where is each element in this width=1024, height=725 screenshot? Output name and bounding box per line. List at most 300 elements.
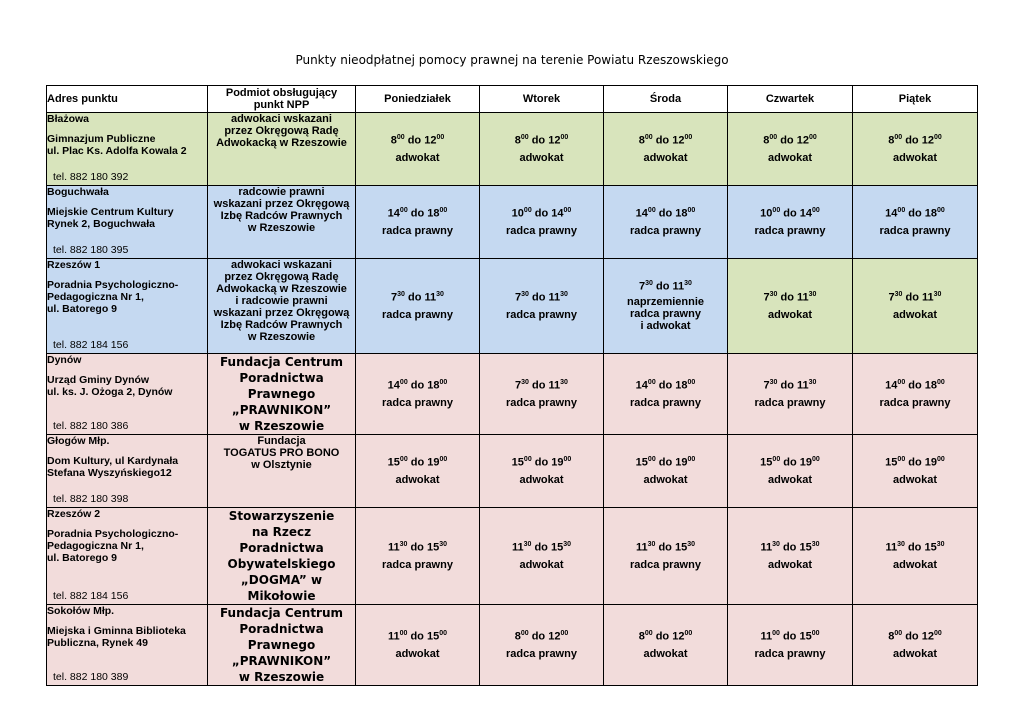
time-range bbox=[853, 630, 977, 643]
specialist-label: radca prawny bbox=[630, 225, 701, 238]
end-hour: 15 bbox=[550, 541, 564, 554]
time-separator: do bbox=[904, 541, 925, 554]
start-hour: 11 bbox=[760, 630, 773, 643]
end-hour: 18 bbox=[924, 379, 938, 392]
day-cell bbox=[356, 354, 480, 435]
time-range bbox=[728, 379, 852, 392]
end-hour: 11 bbox=[797, 379, 809, 392]
day-cell bbox=[356, 259, 480, 354]
start-minute: 30 bbox=[647, 540, 656, 548]
time-range bbox=[480, 379, 603, 392]
start-minute: 30 bbox=[894, 290, 903, 298]
specialist-label: radca prawny bbox=[506, 309, 577, 322]
time-range bbox=[604, 456, 727, 469]
end-hour: 15 bbox=[799, 630, 812, 643]
start-hour: 7 bbox=[515, 291, 522, 304]
start-hour: 8 bbox=[514, 630, 521, 643]
start-minute: 00 bbox=[644, 133, 653, 141]
time-range bbox=[480, 134, 603, 147]
end-minute: 00 bbox=[439, 206, 448, 214]
specialist-label: adwokat bbox=[519, 152, 564, 165]
phone-number: tel. 882 180 386 bbox=[53, 420, 129, 432]
day-cell bbox=[728, 186, 853, 259]
provider-line: wskazani przez Okręgową bbox=[213, 307, 350, 319]
specialist-label: radca prawny bbox=[382, 559, 453, 572]
time-range bbox=[604, 207, 727, 220]
day-cell bbox=[480, 605, 604, 686]
table-row bbox=[47, 259, 978, 354]
day-cell bbox=[853, 113, 978, 186]
provider-line: adwokaci wskazani bbox=[231, 259, 332, 271]
specialist-label: radca prawny bbox=[879, 397, 951, 410]
start-hour: 8 bbox=[888, 630, 895, 643]
end-minute: 00 bbox=[439, 378, 448, 386]
specialist-label: radca prawny bbox=[630, 559, 701, 572]
time-range bbox=[853, 291, 977, 304]
day-cell bbox=[604, 186, 728, 259]
start-minute: 00 bbox=[647, 378, 656, 386]
start-minute: 00 bbox=[772, 629, 780, 637]
day-cell bbox=[853, 435, 978, 508]
specialist-label: adwokat bbox=[395, 648, 440, 661]
time-separator: do bbox=[655, 456, 676, 469]
time-separator: do bbox=[407, 456, 428, 469]
header-address: Adres punktu bbox=[47, 86, 208, 113]
provider-line: Adwokacką w Rzeszowie bbox=[216, 137, 347, 149]
table-row bbox=[47, 113, 978, 186]
provider-line: w Rzeszowie bbox=[238, 419, 325, 433]
phone-number: tel. 882 180 392 bbox=[53, 171, 129, 183]
start-hour: 15 bbox=[885, 456, 898, 469]
address-line: Miejskie Centrum Kultury bbox=[47, 206, 174, 218]
time-range bbox=[853, 456, 977, 469]
start-hour: 11 bbox=[387, 541, 400, 554]
end-hour: 18 bbox=[427, 207, 440, 220]
end-hour: 11 bbox=[424, 291, 437, 304]
specialist-label: adwokat bbox=[892, 648, 937, 661]
start-minute: 30 bbox=[399, 540, 408, 548]
provider-line: wskazani przez Okręgową bbox=[213, 198, 350, 210]
day-cell bbox=[480, 354, 604, 435]
time-separator: do bbox=[655, 207, 676, 220]
provider-line: w Olsztynie bbox=[251, 459, 312, 471]
start-minute: 30 bbox=[769, 290, 778, 298]
start-hour: 7 bbox=[763, 291, 770, 304]
day-cell bbox=[728, 605, 853, 686]
end-minute: 30 bbox=[439, 540, 448, 548]
start-hour: 8 bbox=[514, 134, 521, 147]
start-hour: 7 bbox=[391, 291, 398, 304]
address-cell bbox=[47, 508, 208, 605]
provider-line: przez Okręgową Radę bbox=[224, 271, 339, 283]
specialist-label: i adwokat bbox=[640, 320, 691, 333]
provider-line: przez Okręgową Radę bbox=[224, 125, 339, 137]
address-line: ul. Batorego 9 bbox=[47, 552, 118, 564]
start-minute: 30 bbox=[521, 378, 529, 386]
time-range bbox=[356, 291, 479, 304]
provider-cell bbox=[208, 435, 356, 508]
address-line: Poradnia Psychologiczno- bbox=[47, 279, 179, 291]
point-name: Sokołów Młp. bbox=[47, 605, 115, 617]
provider-line: Fundacja Centrum bbox=[219, 355, 344, 369]
specialist-label: naprzemiennie bbox=[626, 296, 705, 309]
end-minute: 30 bbox=[436, 290, 444, 298]
start-hour: 14 bbox=[387, 379, 400, 392]
time-range bbox=[356, 134, 479, 147]
specialist-label: adwokat bbox=[643, 474, 688, 487]
end-hour: 11 bbox=[922, 291, 934, 304]
address-cell bbox=[47, 354, 208, 435]
start-minute: 30 bbox=[523, 540, 532, 548]
time-separator: do bbox=[407, 630, 427, 643]
end-hour: 11 bbox=[548, 291, 561, 304]
start-hour: 7 bbox=[888, 291, 895, 304]
day-cell bbox=[356, 186, 480, 259]
point-name: Rzeszów 1 bbox=[47, 259, 101, 271]
specialist-label: adwokat bbox=[519, 559, 564, 572]
phone-number: tel. 882 184 156 bbox=[53, 339, 129, 351]
address-line: ul. ks. J. Ożoga 2, Dynów bbox=[47, 386, 173, 398]
start-minute: 00 bbox=[644, 629, 653, 637]
time-range bbox=[604, 280, 727, 293]
end-minute: 00 bbox=[563, 206, 572, 214]
start-hour: 7 bbox=[763, 379, 770, 392]
specialist-label: radca prawny bbox=[754, 397, 826, 410]
start-hour: 11 bbox=[885, 541, 898, 554]
end-hour: 18 bbox=[675, 207, 688, 220]
address-cell bbox=[47, 113, 208, 186]
day-cell bbox=[853, 259, 978, 354]
end-minute: 00 bbox=[560, 629, 569, 637]
start-minute: 00 bbox=[399, 455, 408, 463]
address-line: Stefana Wyszyńskiego12 bbox=[47, 467, 172, 479]
point-name: Głogów Młp. bbox=[47, 435, 110, 447]
end-minute: 00 bbox=[439, 629, 448, 637]
start-minute: 00 bbox=[897, 455, 906, 463]
day-cell bbox=[604, 113, 728, 186]
time-separator: do bbox=[528, 379, 549, 392]
time-separator: do bbox=[404, 134, 425, 147]
address-cell bbox=[47, 259, 208, 354]
start-hour: 11 bbox=[635, 541, 648, 554]
start-hour: 8 bbox=[638, 630, 645, 643]
time-separator: do bbox=[655, 379, 676, 392]
time-separator: do bbox=[528, 630, 549, 643]
end-minute: 00 bbox=[933, 629, 942, 637]
time-range bbox=[480, 630, 603, 643]
time-range bbox=[728, 134, 852, 147]
day-cell bbox=[728, 435, 853, 508]
time-separator: do bbox=[531, 456, 552, 469]
time-range bbox=[480, 541, 603, 554]
address-cell bbox=[47, 435, 208, 508]
end-hour: 12 bbox=[921, 134, 934, 147]
time-separator: do bbox=[531, 207, 552, 220]
header-day-wednesday: Środa bbox=[604, 86, 728, 113]
time-separator: do bbox=[905, 207, 925, 220]
address-line: Urząd Gminy Dynów bbox=[47, 374, 150, 386]
time-separator: do bbox=[528, 134, 549, 147]
address-line: ul. Batorego 9 bbox=[47, 303, 118, 315]
provider-line: Poradnictwa Prawnego bbox=[239, 371, 324, 401]
time-separator: do bbox=[905, 456, 925, 469]
provider-line: Poradnictwa Prawnego bbox=[239, 622, 324, 652]
start-hour: 14 bbox=[635, 379, 648, 392]
time-range bbox=[480, 291, 603, 304]
start-hour: 8 bbox=[638, 134, 645, 147]
point-name: Błażowa bbox=[47, 113, 90, 125]
time-range bbox=[728, 541, 852, 554]
provider-line: Stowarzyszenie bbox=[228, 509, 335, 523]
end-minute: 00 bbox=[937, 206, 945, 214]
address-line: Pedagogiczna Nr 1, bbox=[47, 540, 144, 552]
specialist-label: adwokat bbox=[892, 309, 937, 322]
specialist-label: adwokat bbox=[395, 474, 440, 487]
table-row bbox=[47, 186, 978, 259]
time-separator: do bbox=[777, 379, 798, 392]
time-range bbox=[853, 541, 977, 554]
start-hour: 15 bbox=[387, 456, 400, 469]
day-cell bbox=[604, 354, 728, 435]
provider-cell bbox=[208, 508, 356, 605]
time-range bbox=[356, 541, 479, 554]
address-line: Gimnazjum Publiczne bbox=[47, 133, 156, 145]
day-cell bbox=[728, 354, 853, 435]
start-minute: 00 bbox=[523, 455, 532, 463]
end-minute: 00 bbox=[439, 455, 448, 463]
time-range bbox=[480, 207, 603, 220]
provider-line: Fundacja bbox=[257, 435, 306, 447]
specialist-label: radca prawny bbox=[754, 648, 826, 661]
specialist-label: radca prawny bbox=[754, 225, 826, 238]
end-hour: 12 bbox=[548, 630, 561, 643]
specialist-label: radca prawny bbox=[879, 225, 951, 238]
address-line: Miejska i Gminna Biblioteka bbox=[47, 625, 186, 637]
end-minute: 00 bbox=[808, 133, 817, 141]
address-line: Publiczna, Rynek 49 bbox=[47, 637, 148, 649]
start-minute: 30 bbox=[521, 290, 529, 298]
start-hour: 15 bbox=[760, 456, 773, 469]
start-minute: 00 bbox=[396, 133, 405, 141]
end-hour: 11 bbox=[548, 379, 561, 392]
day-cell bbox=[480, 435, 604, 508]
day-cell bbox=[853, 186, 978, 259]
time-range bbox=[728, 630, 852, 643]
start-hour: 11 bbox=[511, 541, 524, 554]
end-minute: 30 bbox=[936, 540, 945, 548]
time-separator: do bbox=[777, 134, 797, 147]
day-cell bbox=[853, 508, 978, 605]
end-hour: 18 bbox=[924, 207, 938, 220]
time-range bbox=[728, 207, 852, 220]
time-range bbox=[728, 291, 852, 304]
end-minute: 00 bbox=[687, 455, 696, 463]
provider-line: Obywatelskiego bbox=[227, 557, 336, 571]
time-separator: do bbox=[780, 207, 800, 220]
specialist-label: adwokat bbox=[892, 152, 937, 165]
address-line: Poradnia Psychologiczno- bbox=[47, 528, 179, 540]
specialist-label: radca prawny bbox=[630, 308, 701, 321]
time-separator: do bbox=[777, 291, 798, 304]
phone-number: tel. 882 180 389 bbox=[53, 671, 129, 683]
start-hour: 7 bbox=[639, 280, 646, 293]
end-minute: 00 bbox=[687, 206, 696, 214]
end-hour: 12 bbox=[796, 134, 809, 147]
day-cell bbox=[728, 508, 853, 605]
start-hour: 7 bbox=[515, 379, 522, 392]
start-minute: 30 bbox=[897, 540, 905, 548]
start-minute: 00 bbox=[520, 133, 529, 141]
address-line: ul. Plac Ks. Adolfa Kowala 2 bbox=[47, 145, 187, 157]
day-cell bbox=[480, 259, 604, 354]
provider-line: i radcowie prawni bbox=[235, 295, 328, 307]
end-hour: 14 bbox=[551, 207, 564, 220]
start-minute: 00 bbox=[399, 206, 408, 214]
specialist-label: adwokat bbox=[767, 309, 812, 322]
provider-line: na Rzecz Poradnictwa bbox=[239, 525, 324, 555]
header-day-thursday: Czwartek bbox=[728, 86, 853, 113]
phone-number: tel. 882 180 398 bbox=[53, 493, 129, 505]
day-cell bbox=[356, 435, 480, 508]
end-minute: 00 bbox=[684, 133, 693, 141]
day-cell bbox=[356, 113, 480, 186]
time-range bbox=[356, 207, 479, 220]
provider-line: adwokaci wskazani bbox=[231, 113, 332, 125]
end-hour: 15 bbox=[426, 630, 440, 643]
end-hour: 14 bbox=[799, 207, 813, 220]
end-hour: 15 bbox=[674, 541, 688, 554]
start-hour: 8 bbox=[888, 134, 895, 147]
start-hour: 8 bbox=[763, 134, 770, 147]
start-minute: 00 bbox=[523, 206, 532, 214]
table-row bbox=[47, 354, 978, 435]
time-range bbox=[853, 207, 977, 220]
end-minute: 30 bbox=[933, 290, 942, 298]
end-hour: 19 bbox=[799, 456, 813, 469]
time-range bbox=[604, 379, 727, 392]
time-range bbox=[853, 134, 977, 147]
end-hour: 12 bbox=[548, 134, 561, 147]
end-minute: 00 bbox=[436, 133, 445, 141]
specialist-label: adwokat bbox=[519, 474, 564, 487]
provider-line: w Rzeszowie bbox=[247, 331, 316, 343]
end-hour: 18 bbox=[675, 379, 688, 392]
end-hour: 15 bbox=[426, 541, 440, 554]
end-hour: 19 bbox=[675, 456, 688, 469]
provider-line: Fundacja Centrum bbox=[219, 606, 344, 620]
day-cell bbox=[728, 259, 853, 354]
time-separator: do bbox=[902, 134, 922, 147]
end-minute: 30 bbox=[684, 279, 692, 287]
end-hour: 19 bbox=[924, 456, 938, 469]
header-row bbox=[47, 86, 978, 113]
start-hour: 11 bbox=[760, 541, 773, 554]
header-provider bbox=[208, 86, 356, 113]
end-hour: 15 bbox=[924, 541, 937, 554]
end-hour: 12 bbox=[424, 134, 437, 147]
end-hour: 11 bbox=[672, 280, 685, 293]
day-cell bbox=[480, 113, 604, 186]
specialist-label: radca prawny bbox=[506, 397, 577, 410]
provider-line: Izbę Radców Prawnych bbox=[220, 319, 343, 331]
table-row bbox=[47, 508, 978, 605]
specialist-label: radca prawny bbox=[506, 225, 577, 238]
time-separator: do bbox=[407, 541, 427, 554]
specialist-label: radca prawny bbox=[382, 309, 453, 322]
day-cell bbox=[853, 605, 978, 686]
time-range bbox=[480, 456, 603, 469]
end-minute: 30 bbox=[811, 540, 820, 548]
end-hour: 12 bbox=[921, 630, 934, 643]
end-minute: 00 bbox=[933, 133, 942, 141]
day-cell bbox=[480, 186, 604, 259]
specialist-label: adwokat bbox=[395, 152, 440, 165]
start-minute: 00 bbox=[772, 206, 781, 214]
start-minute: 00 bbox=[772, 455, 781, 463]
day-cell bbox=[728, 113, 853, 186]
specialist-label: adwokat bbox=[643, 152, 688, 165]
end-minute: 30 bbox=[687, 540, 696, 548]
end-minute: 00 bbox=[937, 378, 945, 386]
end-minute: 30 bbox=[808, 290, 817, 298]
provider-cell bbox=[208, 354, 356, 435]
end-minute: 30 bbox=[808, 378, 817, 386]
provider-line: Izbę Radców Prawnych bbox=[220, 210, 343, 222]
day-cell bbox=[480, 508, 604, 605]
start-hour: 10 bbox=[760, 207, 773, 220]
point-name: Boguchwała bbox=[47, 186, 109, 198]
provider-cell bbox=[208, 259, 356, 354]
time-separator: do bbox=[404, 291, 425, 304]
header-day-friday: Piątek bbox=[853, 86, 978, 113]
end-minute: 00 bbox=[811, 629, 820, 637]
provider-line: „PRAWNIKON” bbox=[231, 403, 332, 417]
table-row bbox=[47, 435, 978, 508]
end-minute: 00 bbox=[812, 455, 820, 463]
start-hour: 11 bbox=[387, 630, 400, 643]
start-minute: 30 bbox=[772, 540, 780, 548]
start-hour: 15 bbox=[635, 456, 648, 469]
time-separator: do bbox=[779, 541, 800, 554]
time-separator: do bbox=[652, 134, 673, 147]
header-provider-line1: Podmiot obsługujący bbox=[225, 87, 338, 99]
time-range bbox=[728, 456, 852, 469]
provider-cell bbox=[208, 605, 356, 686]
point-name: Rzeszów 2 bbox=[47, 508, 101, 520]
specialist-label: adwokat bbox=[643, 648, 688, 661]
day-cell bbox=[356, 605, 480, 686]
specialist-label: adwokat bbox=[892, 474, 937, 487]
time-separator: do bbox=[902, 630, 922, 643]
time-separator: do bbox=[528, 291, 549, 304]
start-minute: 00 bbox=[894, 133, 903, 141]
end-hour: 12 bbox=[672, 630, 685, 643]
address-cell bbox=[47, 605, 208, 686]
time-range bbox=[356, 379, 479, 392]
address-cell bbox=[47, 186, 208, 259]
start-minute: 00 bbox=[897, 378, 906, 386]
address-line: Dom Kultury, ul Kardynała bbox=[47, 455, 179, 467]
start-hour: 8 bbox=[390, 134, 397, 147]
provider-line: TOGATUS PRO BONO bbox=[223, 447, 340, 459]
time-range bbox=[604, 630, 727, 643]
end-minute: 00 bbox=[812, 206, 820, 214]
schedule-table bbox=[46, 85, 978, 686]
start-hour: 10 bbox=[511, 207, 524, 220]
time-separator: do bbox=[407, 379, 428, 392]
start-minute: 00 bbox=[897, 206, 906, 214]
day-cell bbox=[604, 508, 728, 605]
